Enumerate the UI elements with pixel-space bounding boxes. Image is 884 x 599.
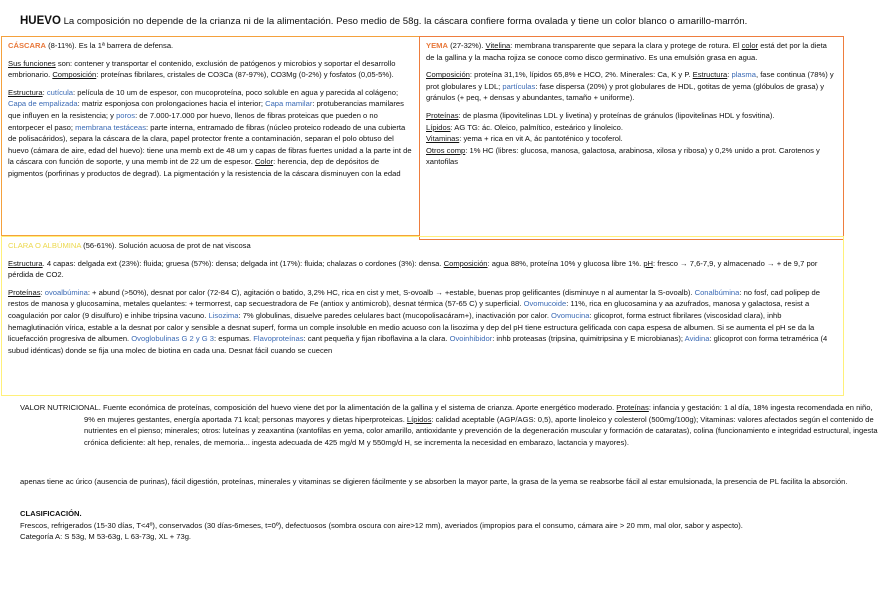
yema-composicion-text: : proteína 31,1%, lípidos 65,8% e HCO, 2%. Minerales: Ca, K y P. [469,70,693,80]
yema-vitaminas-line [426,133,837,145]
ovoalbumina-text: : + abund (>50%), desnat por calor (72-84 C), agitación o batido, 3,2% HC, rica en cist y met, S-ovoalb → +estable, buenas prop gelificantes (disminuye n al aumentar la S-ovoalb). [87,287,695,297]
cascara-heading: CÁSCARA [8,41,46,50]
clara-estructura-label: Estructura [8,258,43,268]
ovoglobulinas-term: Ovoglobulinas G 2 y G 3 [131,334,214,344]
valor-intro-text: VALOR NUTRICIONAL. Fuente económica de proteínas, composición del huevo viene det por la alimentación de la gallina y el sistema de crianza. Aporte energético moderado. [20,403,617,412]
yema-otros-line [426,145,837,168]
composicion-text: : proteínas fibrilares, cristales de CO3Ca (87-97%), CO3Mg (0-2%) y fosfatos (0,05-5%). [96,70,394,80]
yema-lipidos-text: : AG TG: ác. Oleico, palmítico, esteárico y linoleico. [450,122,623,132]
cuticula-term: cutícula [46,87,74,97]
yema-intro-paragraph [426,40,837,63]
yema-lipidos-label: Lípidos [426,122,451,132]
ovomucoide-text: : 11%, rica en glucosamina y aa azufrados, manosa y galactosa, resist a coagulación por calor (9 disulfuro) e inhibe tripsina vacuno. [8,299,810,320]
ovoglobulinas-text: : espumas. [214,334,254,344]
avidina-term: Avidina [684,334,710,344]
cascara-funciones-paragraph [8,58,413,81]
empalizada-term: Capa de empalizada [8,99,78,109]
avidina-text: : glicoprot con forma tetramérica (4 subud idénticas) donde se fija una molec de biotina en cada una. Desnat fácil cuando se cuecen [8,334,828,355]
digestion-paragraph [20,476,884,488]
poros-term: poros [116,110,136,120]
cascara-section [1,36,420,236]
clara-heading: CLARA O ALBÚMINA [8,241,82,250]
clasificacion-section [20,508,820,543]
conalbumina-term: Conalbúmina [694,287,740,297]
membrana-term: membrana testáceas [75,122,147,132]
yema-color-label: color [741,41,759,50]
yema-estructura-sep: : [727,70,732,80]
clara-composicion-label: Composición [443,258,488,268]
clara-estructura-paragraph [8,258,837,281]
clara-composicion-text: : agua 88%, proteína 10% y glucosa libre 1%. [487,258,644,268]
estructura-label: Estructura [8,87,43,97]
flavoproteinas-term: Flavoproteínas [253,334,304,344]
yema-composicion-paragraph [426,69,837,104]
yema-proteinas-text: : de plasma (lipovitelinas LDL y livetina) y proteínas de gránulos (lipovitelinas HDL y fosvitina). [458,110,775,120]
yema-proteinas-line [426,110,837,122]
clara-ph-label: pH [643,258,654,268]
clara-proteinas-paragraph [8,287,837,357]
valor-nutricional-section [20,402,884,448]
yema-heading: YEMA [426,41,448,50]
ovoinhibidor-term: Ovoinhibidor [449,334,493,344]
yema-estructura-label: Estructura [692,70,728,80]
ovomucina-text: : glicoprot, forma estruct fibrilares (viscosidad clara), inhb hemaglutinación vírica, estable a la desnat por calor y sensible a desnat superf, forma un comple insoluble en medio acuoso con la lisozima y dep del pH tiene estructura gelificada con capa espesa de albumen. Si se aumenta el pH se da la licuefacción progresiva de albumen. [8,310,815,344]
vitelina-label: Vitelina [485,41,511,50]
yema-lipidos-line [426,122,837,134]
clara-estructura-text: . 4 capas: delgada ext (23%): fluida; gruesa (57%): densa; delgada int (17%): fluida; chalazas o cordones (3%): densa. [42,258,444,268]
yema-otros-label: Otros comp [426,145,466,155]
funciones-label: Sus funciones [8,58,56,68]
clasificacion-heading: CLASIFICACIÓN. [20,509,82,518]
clara-proteinas-sep: : [40,287,45,297]
mamilar-text: : protuberancias mamilares que influyen en la resistencia; y [8,99,404,120]
valor-proteinas-text: : infancia y gestación: 1 al día, 18% ingesta recomendada en niño, 9% en mujeres gestantes, energía aportada 71 kcal; personas mayores y dietas hiperproteicas. [84,403,873,424]
cascara-heading-line [8,40,413,52]
yema-heading-rest: (27-32%). [447,41,486,50]
cuticula-text: : película de 10 um de espesor, con mucoproteína, poco soluble en agua y parecida al colágeno; [73,87,399,97]
document-intro: La composición no depende de la crianza ni de la alimentación. Peso medio de 58g. la cáscara confiere forma ovalada y tiene un color blanco o amarillo-marrón. [63,16,748,27]
clasificacion-categorias: Categoría A: S 53g, M 53-63g, L 63-73g, XL + 73g. [20,532,192,542]
yema-vitaminas-label: Vitaminas [426,134,460,144]
yema-composicion-label: Composición [426,70,470,80]
yema-vitaminas-text: : yema + rica en vit A, ác pantoténico y tocoferol. [459,134,623,144]
color-text: : herencia, dep de depósitos de pigmentos (porfirinas y productos de degrad). La pigmentación y la resistencia de la cáscara disminuyen con la edad [8,157,401,178]
color-label: Color [254,157,274,167]
clara-heading-line [8,240,837,252]
valor-proteinas-label: Proteínas [616,403,649,412]
cascara-heading-rest: (8-11%). Es la 1ª barrera de defensa. [45,41,174,50]
flavoproteinas-text: : cant pequeña y fijan riboflavina a la clara. [303,334,450,344]
digestion-text: apenas tiene ac úrico (ausencia de purinas), fácil digestión, proteínas, minerales y vitaminas se digieren fácilmente y se absorben la mayor parte, la grasa de la yema se reabsorbe fácil al estar emulsionada, la presencia de PL facilita la absorción. [20,477,848,486]
lisozima-text: : 7% globulinas, disuelve paredes celulares bact (mucopolisacáram+), inactivación por calor. [238,310,552,320]
clasificacion-tipos: Frescos, refrigerados (15-30 días, T<4º), conservados (30 días-6meses, t=0º), defectuosos (sombra oscura con aire>12 mm), averiados (impropios para el consumo, cámara aire > 20 mm, mal olor, sabor y aspecto). [20,520,743,530]
ovoinhibidor-text: : inhb proteasas (tripsina, quimitripsina y E microbianas); [492,334,685,344]
ovomucina-term: Ovomucina [551,310,590,320]
conalbumina-text: : no fosf, cad polipep de restos de manosa y glucosamina, metales quelantes: + termorrest, cap secuestradora de Fe (antiox y antimicrob), desnat térmica (57-65 C) y superficial. [8,287,820,309]
valor-lipidos-text: : calidad aceptable (AGP/AGS: 0,5), aporte linoleico y colesterol (500mg/100g); Vitaminas: valores afectados según el contenido de nutrientes en el pienso; minerales; otros: luteínas y zeaxantina (xantofilas en yema, color amarillo, antioxidante y prevención de la degeneración muscular y formación de cataratas), colina (funcionamiento e integridad estructural, ingesta crónica deficiente: alt hep, renales, de memoria... ingesta adecuada de 425 mg/d M y 550mg/d H, se incrementa la necesidad en embarazo, lactancia y mayores). [84,414,878,447]
particulas-term: partículas [502,81,536,91]
clara-heading-rest: (56-61%). Solución acuosa de prot de nat viscosa [81,241,251,250]
document-title: HUEVO [20,15,61,27]
clara-section [1,236,844,396]
cascara-estructura-paragraph: Estructura: cutícula: película de 10 um de espesor, con mucoproteína, poco soluble en agua y parecida al colágeno; Capa de empalizada: matriz esponjosa con prolongaciones hacia el interior; Capa mamilar: protuberancias mamilares que influyen en la resistencia; y poros: de 7.000-17.000 por huevo, llenos de fibras proteicas que pueden o no entorpecer el paso; membrana testáceas: parte interna, entramado de fibras (núcleo proteico rodeado de una cubierta de polisacáridos), separa la cáscara de la clara, papel protector frente a contaminación, separan el polo obtuso del huevo (cámara de aire, edad del huevo): tiene una memb ext de 48 um y capas de fibras fuertes unidad a la parte int de la cáscara con función de soporte, y una memb int de 22 um de espesor. Color: herencia, dep de depósitos de pigmentos (porfirinas y productos de degrad). La pigmentación y la resistencia de la cáscara disminuyen con la edad [8,87,412,178]
yema-otros-text: : 1% HC (libres: glucosa, manosa, galactosa, arabinosa, xilosa y ribosa) y 0,2% unido a prot. Carotenos y xantofilas [426,145,820,167]
particulas-text: : fase dispersa (20%) y prot globulares de HDL, gotitas de yema (glóbulos de grasa) y gránulos (+ peq, + densas y abundantes, tamaño + uniforme). [426,81,825,103]
poros-text: : de 7.000-17.000 por huevo, llenos de fibras proteicas que pueden o no entorpecer el paso; [8,110,378,132]
document-title-line [20,14,840,29]
clara-ph-text: : fresco → 7,6-7,9, y almacenado → + de 9,7 por pérdida de CO2. [8,258,818,280]
ovoalbumina-term: ovoalbúmina [44,287,88,297]
plasma-term: plasma [731,70,756,80]
membrana-text: : parte interna, entramado de fibras (núcleo proteico rodeado de una cubierta de polisacáridos), separa la cáscara de la clara, papel protector frente a contaminación, separan el polo obtuso del huevo (cámara de aire, edad del huevo): tiene una memb ext de 48 um y capas de fibras fuertes unidad a la parte int de la cáscara con función de soporte, y una memb int de 22 um de espesor. [8,122,412,167]
vitelina-text: : membrana transparente que separa la clara y protege de rotura. El [510,41,742,50]
composicion-label: Composición [52,70,97,80]
ovomucoide-term: Ovomucoide [523,299,567,309]
funciones-text: son: contener y transportar el contenido, exclusión de patógenos y microbios y soportar el desarrollo embrionario. [8,58,396,80]
empalizada-text: : matriz esponjosa con prolongaciones hacia el interior; [77,99,266,109]
lisozima-term: Lisozima [208,310,239,320]
mamilar-term: Capa mamilar [265,99,313,109]
yema-color-text: está det por la dieta de la gallina y la macha rojiza se conoce como disco germinativo. Es una emulsión grasa en agua. [426,41,827,62]
clara-proteinas-label: Proteínas [8,287,41,297]
yema-section [419,36,844,240]
yema-proteinas-label: Proteínas [426,110,459,120]
plasma-text: , fase continua (78%) y prot globulares y LDL; [426,70,834,91]
valor-lipidos-label: Lípidos [406,414,432,424]
